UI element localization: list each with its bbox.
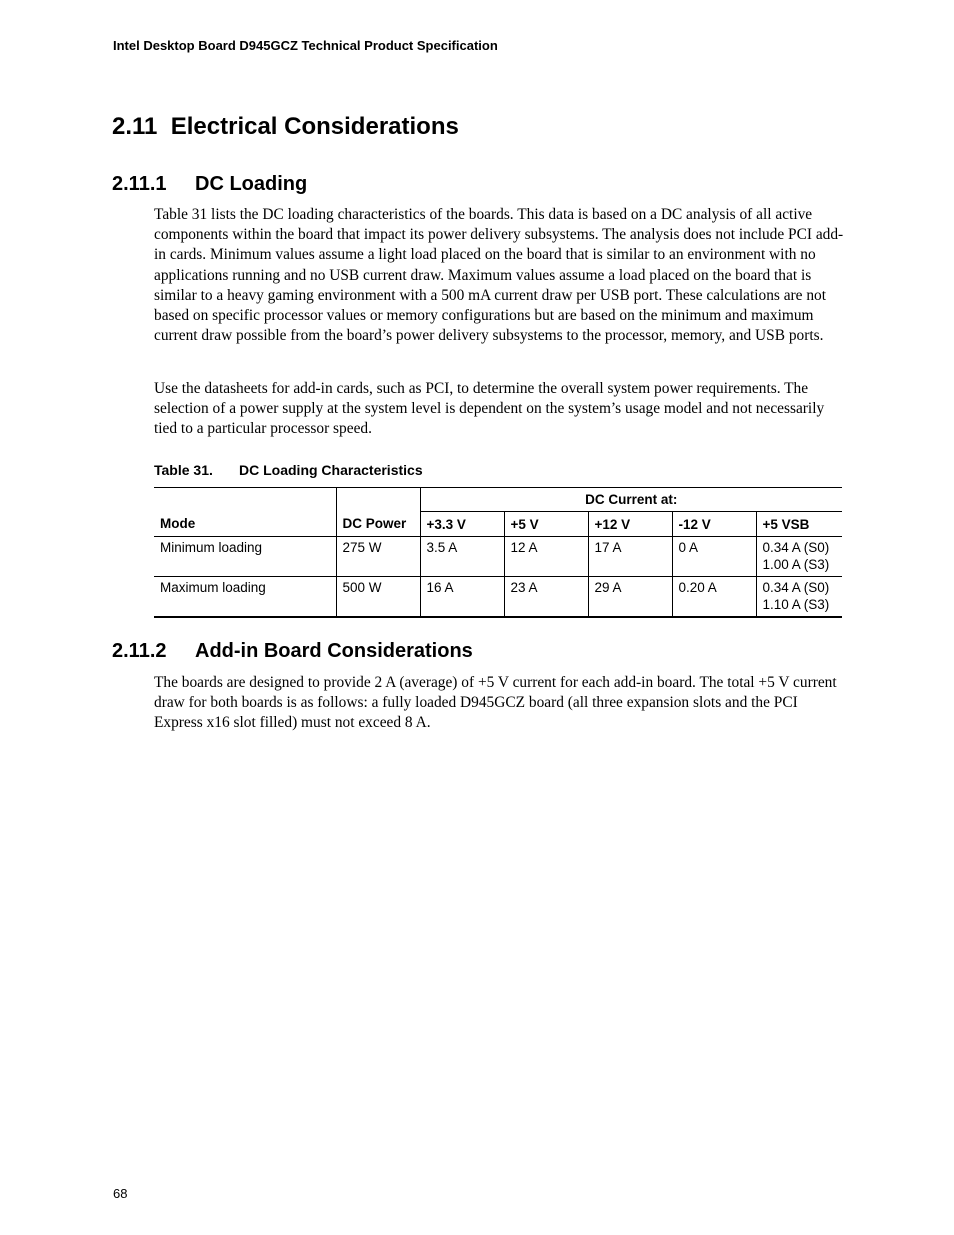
dc-current-group-header: DC Current at:	[420, 488, 842, 512]
page-number: 68	[113, 1186, 128, 1201]
addin-paragraph: The boards are designed to provide 2 A (average) of +5 V current for each add-in board. The total +5 V current draw for both boards is as follows: a fully loaded D945GCZ board (all three expansion slots and the PCI Express x16 slot filled) must not exceed 8 A.	[154, 674, 837, 732]
column-header-5v: +5 V	[504, 512, 588, 537]
empty-header-cell	[154, 488, 336, 512]
cell-5vsb-s0: 0.34 A (S0)	[762, 580, 830, 595]
table-caption	[154, 462, 423, 478]
dc-loading-table	[154, 487, 842, 618]
column-header-neg12v: -12 V	[672, 512, 756, 537]
subsection-heading-addin	[112, 640, 473, 663]
table-caption-title: DC Loading Characteristics	[239, 462, 423, 478]
cell-12v: 29 A	[588, 577, 672, 618]
section-number: 2.11	[112, 113, 158, 140]
subsection-title: DC Loading	[195, 173, 308, 195]
cell-3v3: 16 A	[420, 577, 504, 618]
table-caption-number: Table 31.	[154, 462, 213, 478]
cell-5vsb	[756, 537, 842, 577]
cell-5vsb-s3: 1.10 A (S3)	[762, 597, 830, 612]
cell-mode: Minimum loading	[154, 537, 336, 577]
cell-12v: 17 A	[588, 537, 672, 577]
cell-5vsb	[756, 577, 842, 618]
table-header-row-2	[154, 512, 842, 537]
table-row	[154, 537, 842, 577]
cell-5vsb-s0: 0.34 A (S0)	[762, 540, 830, 555]
column-header-mode: Mode	[154, 512, 336, 537]
subsection-number: 2.11.2	[112, 640, 167, 662]
cell-dc-power: 500 W	[336, 577, 420, 618]
cell-5v: 12 A	[504, 537, 588, 577]
column-header-3v3: +3.3 V	[420, 512, 504, 537]
column-header-dc-power: DC Power	[336, 512, 420, 537]
section-title: Electrical Considerations	[170, 113, 459, 140]
subsection-title: Add-in Board Considerations	[195, 640, 473, 662]
empty-header-cell	[336, 488, 420, 512]
cell-neg12v: 0.20 A	[672, 577, 756, 618]
section-heading	[112, 113, 459, 141]
dc-loading-paragraph-1: Table 31 lists the DC loading characteristics of the boards. This data is based on a DC analysis of all active components within the board that impact its power delivery subsystems. The analysis does not include PCI add-in cards. Minimum values assume a light load placed on the board that is similar to an environment with no applications running and no USB current draw. Maximum values assume a load placed on the board that is similar to a heavy gaming environment with a 500 mA current draw per USB port. These calculations are not based on specific processor values or memory configurations but are based on the minimum and maximum current draw possible from the board’s power delivery subsystems to the processor, memory, and USB ports.	[154, 206, 844, 345]
cell-mode: Maximum loading	[160, 580, 266, 595]
subsection-heading-dc-loading	[112, 173, 307, 196]
running-header: Intel Desktop Board D945GCZ Technical Product Specification	[113, 38, 498, 53]
table-header-row-1	[154, 488, 842, 512]
cell-dc-power: 275 W	[336, 537, 420, 577]
cell-5v: 23 A	[504, 577, 588, 618]
cell-5vsb-s3: 1.00 A (S3)	[762, 557, 830, 572]
column-header-5vsb: +5 VSB	[756, 512, 842, 537]
cell-neg12v: 0 A	[672, 537, 756, 577]
column-header-12v: +12 V	[588, 512, 672, 537]
dc-loading-paragraph-2: Use the datasheets for add-in cards, such as PCI, to determine the overall system power requirements. The selection of a power supply at the system level is dependent on the system’s usage model and not necessarily tied to a particular processor speed.	[154, 380, 825, 438]
cell-3v3: 3.5 A	[420, 537, 504, 577]
subsection-number: 2.11.1	[112, 173, 167, 195]
table-row	[154, 577, 842, 618]
